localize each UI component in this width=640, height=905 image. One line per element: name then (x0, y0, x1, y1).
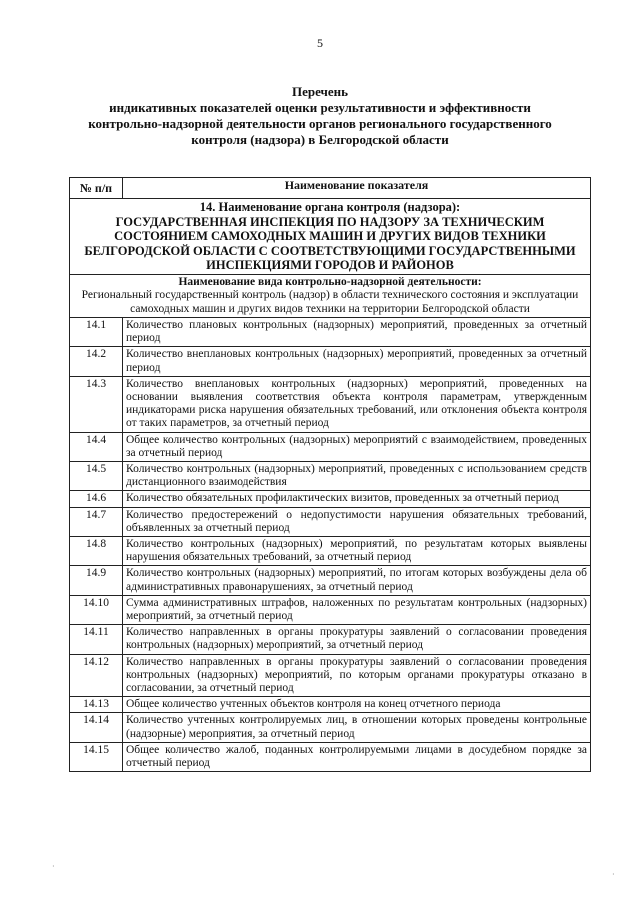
row-number: 14.2 (70, 347, 123, 376)
indicator-name: Количество направленных в органы прокуратуры заявлений о согласовании проведения контрольных (надзорных) мероприятий, за отчетный период (123, 625, 591, 654)
row-number: 14.1 (70, 318, 123, 347)
row-number: 14.10 (70, 595, 123, 624)
indicator-name: Количество плановых контрольных (надзорных) мероприятий, проведенных за отчетный период (123, 318, 591, 347)
indicator-name: Количество внеплановых контрольных (надзорных) мероприятий, проведенных на основании выявления соответствия объекта контроля параметрам, утвержденным индикаторами риска нарушения обязательных требований, или отклонения объекта контроля от таких параметров, за отчетный период (123, 376, 591, 432)
table-row (70, 491, 591, 507)
indicators-table (69, 177, 591, 772)
indicator-name: Количество предостережений о недопустимости нарушения обязательных требований, объявленных за отчетный период (123, 507, 591, 536)
indicator-name: Общее количество жалоб, поданных контролируемыми лицами в досудебном порядке за отчетный период (123, 742, 591, 771)
row-number: 14.9 (70, 566, 123, 595)
row-number: 14.4 (70, 432, 123, 461)
table-row (70, 742, 591, 771)
table-row (70, 566, 591, 595)
indicator-name: Количество учтенных контролируемых лиц, в отношении которых проведены контрольные (надзорные) мероприятия, за отчетный период (123, 713, 591, 742)
page-number: 5 (317, 36, 323, 50)
activity-name: Региональный государственный контроль (надзор) в области технического состояния и эксплуатации самоходных машин и других видов техники на территории Белгородской области (81, 289, 579, 315)
row-number: 14.11 (70, 625, 123, 654)
title-line: контрольно-надзорной деятельности органов регионального государственного (88, 116, 552, 131)
row-number: 14.3 (70, 376, 123, 432)
title-line: Перечень (291, 84, 349, 99)
table-row (70, 537, 591, 566)
activity-label: Наименование вида контрольно-надзорной деятельности: (178, 275, 482, 288)
row-number: 14.5 (70, 462, 123, 491)
indicator-name: Количество контрольных (надзорных) мероприятий, по итогам которых возбуждены дела об административных правонарушениях, за отчетный период (123, 566, 591, 595)
table-row (70, 625, 591, 654)
table-row (70, 432, 591, 461)
row-number: 14.14 (70, 713, 123, 742)
row-number: 14.12 (70, 654, 123, 697)
indicator-name: Сумма административных штрафов, наложенных по результатам контрольных (надзорных) мероприятий, за отчетный период (123, 595, 591, 624)
table-row (70, 347, 591, 376)
table-row (70, 654, 591, 697)
organ-name: ГОСУДАРСТВЕННАЯ ИНСПЕКЦИЯ ПО НАДЗОРУ ЗА ТЕХНИЧЕСКИМ СОСТОЯНИЕМ САМОХОДНЫХ МАШИН И ДРУГИХ ВИДОВ ТЕХНИКИ БЕЛГОРОДСКОЙ ОБЛАСТИ С СООТВЕТСТВУЮЩИМИ ГОСУДАРСТВЕННЫМИ ИНСПЕКЦИЯМИ ГОРОДОВ И РАЙОНОВ (84, 214, 576, 272)
table-row (70, 713, 591, 742)
row-number: 14.6 (70, 491, 123, 507)
indicator-name: Количество внеплановых контрольных (надзорных) мероприятий, проведенных за отчетный период (123, 347, 591, 376)
row-number: 14.8 (70, 537, 123, 566)
scan-mark: · (52, 862, 55, 871)
title-line: индикативных показателей оценки результативности и эффективности (109, 100, 531, 115)
scan-mark: · (612, 870, 615, 879)
organ-row (70, 199, 591, 275)
indicator-name: Общее количество контрольных (надзорных) мероприятий с взаимодействием, проведенных за отчетный период (123, 432, 591, 461)
table-row (70, 318, 591, 347)
activity-row (70, 274, 591, 318)
document-title (40, 84, 600, 148)
indicator-name: Количество направленных в органы прокуратуры заявлений о согласовании проведения контрольных (надзорных) мероприятий, по которым органами прокуратуры отказано в согласовании, за отчетный период (123, 654, 591, 697)
indicator-name: Общее количество учтенных объектов контроля на конец отчетного периода (123, 697, 591, 713)
table-row (70, 595, 591, 624)
table-row (70, 697, 591, 713)
table-row (70, 507, 591, 536)
table-row (70, 462, 591, 491)
column-header-name: Наименование показателя (123, 178, 591, 199)
organ-label: 14. Наименование органа контроля (надзора): (199, 200, 461, 214)
indicator-name: Количество обязательных профилактических визитов, проведенных за отчетный период (123, 491, 591, 507)
title-line: контроля (надзора) в Белгородской области (191, 132, 449, 147)
column-header-number: № п/п (70, 178, 123, 199)
row-number: 14.7 (70, 507, 123, 536)
row-number: 14.13 (70, 697, 123, 713)
row-number: 14.15 (70, 742, 123, 771)
indicator-name: Количество контрольных (надзорных) мероприятий, по результатам которых выявлены нарушения обязательных требований, за отчетный период (123, 537, 591, 566)
table-row (70, 376, 591, 432)
indicator-name: Количество контрольных (надзорных) мероприятий, проведенных с использованием средств дистанционного взаимодействия (123, 462, 591, 491)
table-header-row (70, 178, 591, 199)
